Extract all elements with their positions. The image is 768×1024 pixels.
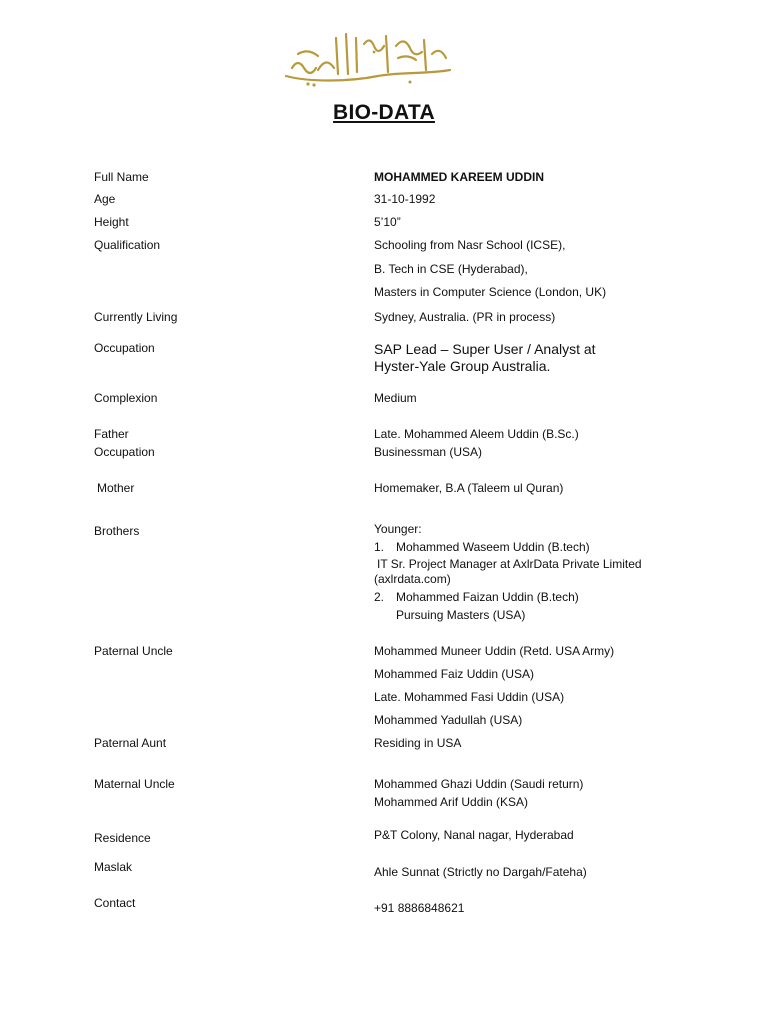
paternal-uncle-line: Mohammed Yadullah (USA) [374,713,523,727]
residence-label: Residence [94,831,151,845]
brother-detail: IT Sr. Project Manager at AxlrData Private Limited [377,557,642,571]
currently-living-label: Currently Living [94,310,178,324]
maternal-uncle-line: Mohammed Ghazi Uddin (Saudi return) [374,777,584,791]
height-value: 5’10” [374,215,401,229]
paternal-uncle-line: Mohammed Muneer Uddin (Retd. USA Army) [374,644,615,658]
contact-value: +91 8886848621 [374,901,465,915]
bismillah-calligraphy [278,24,458,90]
paternal-aunt-label: Paternal Aunt [94,736,167,750]
brothers-heading: Younger: [374,522,422,536]
brother-number: 2. [374,590,385,604]
maslak-value: Ahle Sunnat (Strictly no Dargah/Fateha) [374,865,587,879]
maternal-uncle-label: Maternal Uncle [94,777,175,791]
qualification-line: Schooling from Nasr School (ICSE), [374,238,566,252]
brother-number: 1. [374,540,385,554]
mother-value: Homemaker, B.A (Taleem ul Quran) [374,481,564,495]
qualification-label: Qualification [94,238,161,252]
page-title: BIO-DATA [333,101,435,124]
brother-detail: Pursuing Masters (USA) [396,608,526,622]
height-label: Height [94,215,129,229]
paternal-uncle-line: Mohammed Faiz Uddin (USA) [374,667,535,681]
father-label: Father [94,427,129,441]
father-occupation-value: Businessman (USA) [374,445,483,459]
maslak-label: Maslak [94,860,133,874]
full-name-value: MOHAMMED KAREEM UDDIN [374,170,544,184]
occupation-line: SAP Lead – Super User / Analyst at [374,341,596,357]
currently-living-value: Sydney, Australia. (PR in process) [374,310,556,324]
mother-label: Mother [97,481,135,495]
brother-name: Mohammed Faizan Uddin (B.tech) [396,590,579,604]
full-name-label: Full Name [94,170,149,184]
maternal-uncle-line: Mohammed Arif Uddin (KSA) [374,795,529,809]
occupation-line: Hyster-Yale Group Australia. [374,358,551,374]
occupation-label: Occupation [94,341,155,355]
complexion-label: Complexion [94,391,158,405]
brothers-label: Brothers [94,524,140,538]
paternal-uncle-label: Paternal Uncle [94,644,173,658]
residence-value: P&T Colony, Nanal nagar, Hyderabad [374,828,574,842]
complexion-value: Medium [374,391,417,405]
paternal-aunt-value: Residing in USA [374,736,462,750]
brother-name: Mohammed Waseem Uddin (B.tech) [396,540,590,554]
contact-label: Contact [94,896,136,910]
age-value: 31-10-1992 [374,192,436,206]
father-occupation-label: Occupation [94,445,155,459]
brother-detail: (axlrdata.com) [374,572,451,586]
qualification-line: B. Tech in CSE (Hyderabad), [374,262,528,276]
father-value: Late. Mohammed Aleem Uddin (B.Sc.) [374,427,579,441]
age-label: Age [94,192,116,206]
qualification-line: Masters in Computer Science (London, UK) [374,285,607,299]
paternal-uncle-line: Late. Mohammed Fasi Uddin (USA) [374,690,565,704]
